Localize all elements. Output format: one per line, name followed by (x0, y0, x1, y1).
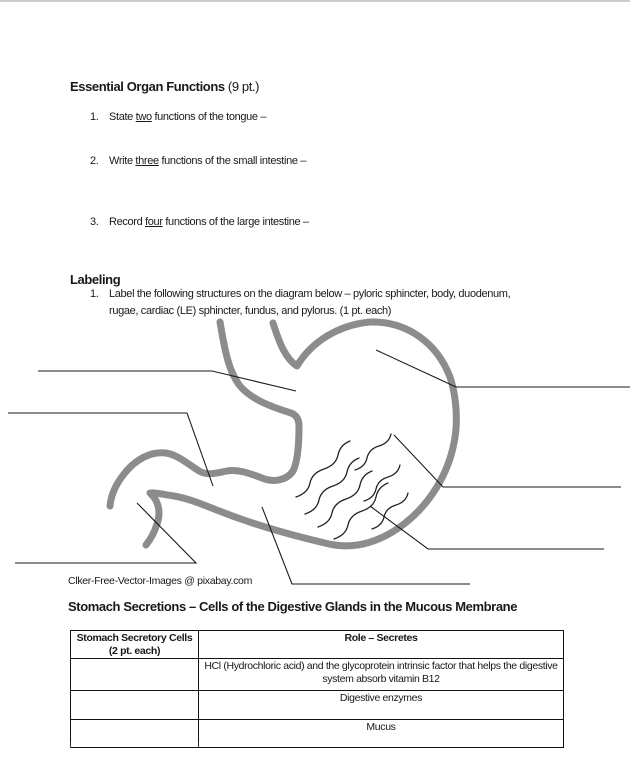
item-text: functions of the small intestine – (158, 155, 307, 167)
page-top-border (0, 0, 630, 2)
label-line-middle-right (394, 435, 621, 487)
labeling-instruction-line1 (90, 288, 510, 300)
table-row (71, 691, 564, 720)
item-number: 3. (90, 216, 99, 228)
underlined-word: four (145, 216, 163, 228)
header-line: Stomach Secretory Cells (76, 632, 193, 644)
item-text: functions of the large intestine – (162, 216, 309, 228)
image-credit: Clker-Free-Vector-Images @ pixabay.com (68, 575, 253, 587)
header-cell-role-secretes (199, 631, 564, 659)
heading-points: (9 pt.) (224, 79, 260, 94)
table-row (71, 720, 564, 748)
stomach-lesser-curvature-esophagus-left (110, 322, 299, 506)
table-row (71, 659, 564, 691)
item-text: functions of the tongue – (151, 111, 267, 123)
blank-answer-cell (71, 659, 199, 691)
blank-answer-cell (71, 691, 199, 720)
blank-answer-cell (71, 720, 199, 748)
item-text: Write (109, 155, 136, 167)
item-number: 2. (90, 155, 99, 167)
question-item-1 (90, 111, 266, 123)
label-line-middle-left (8, 413, 213, 486)
item-text: State (109, 111, 136, 123)
header-line: (2 pt. each) (108, 644, 161, 657)
stomach-diagram (0, 318, 630, 598)
role-cell: HCl (Hydrochloric acid) and the glycoprotein intrinsic factor that helps the digestive system absorb vitamin B12 (199, 659, 564, 691)
question-item-2 (90, 155, 306, 167)
rugae-line (355, 434, 391, 470)
rugae-line (334, 483, 388, 539)
role-cell: Digestive enzymes (199, 691, 564, 720)
rugae-line (296, 441, 350, 497)
question-item-3 (90, 216, 309, 228)
stomach-outline (110, 322, 456, 546)
underlined-word: two (135, 111, 152, 123)
blank-label-lines (8, 350, 630, 584)
table-next-row-left-border-stub (70, 742, 71, 748)
header-line: Role – Secretes (344, 632, 418, 644)
secretions-table (70, 630, 564, 748)
rugae-line (318, 471, 372, 527)
heading-text: Essential Organ Functions (70, 79, 225, 94)
label-line-upper-left (38, 371, 296, 391)
item-text: Record (109, 216, 146, 228)
label-line-lower-left (15, 503, 196, 563)
rugae-wavy-lines (296, 434, 408, 539)
item-number: 1. (90, 288, 99, 300)
item-text: Label the following structures on the diagram below – pyloric sphincter, body, duodenum, (109, 288, 511, 300)
underlined-word: three (135, 155, 159, 167)
label-line-upper-right (376, 350, 630, 387)
section-heading-labeling: Labeling (70, 272, 121, 287)
header-cell-secretory-cells (71, 631, 199, 659)
item-number: 1. (90, 111, 99, 123)
section-heading-organ-functions (70, 79, 259, 94)
role-cell: Mucus (199, 720, 564, 748)
labeling-instruction-line2: rugae, cardiac (LE) sphincter, fundus, and pylorus. (1 pt. each) (109, 305, 392, 317)
table-header-row (71, 631, 564, 659)
rugae-line (305, 458, 359, 514)
table-next-row-divider-stub (198, 742, 199, 748)
rugae-line (364, 465, 400, 501)
section-heading-secretions: Stomach Secretions – Cells of the Digestive Glands in the Mucous Membrane (68, 599, 518, 614)
